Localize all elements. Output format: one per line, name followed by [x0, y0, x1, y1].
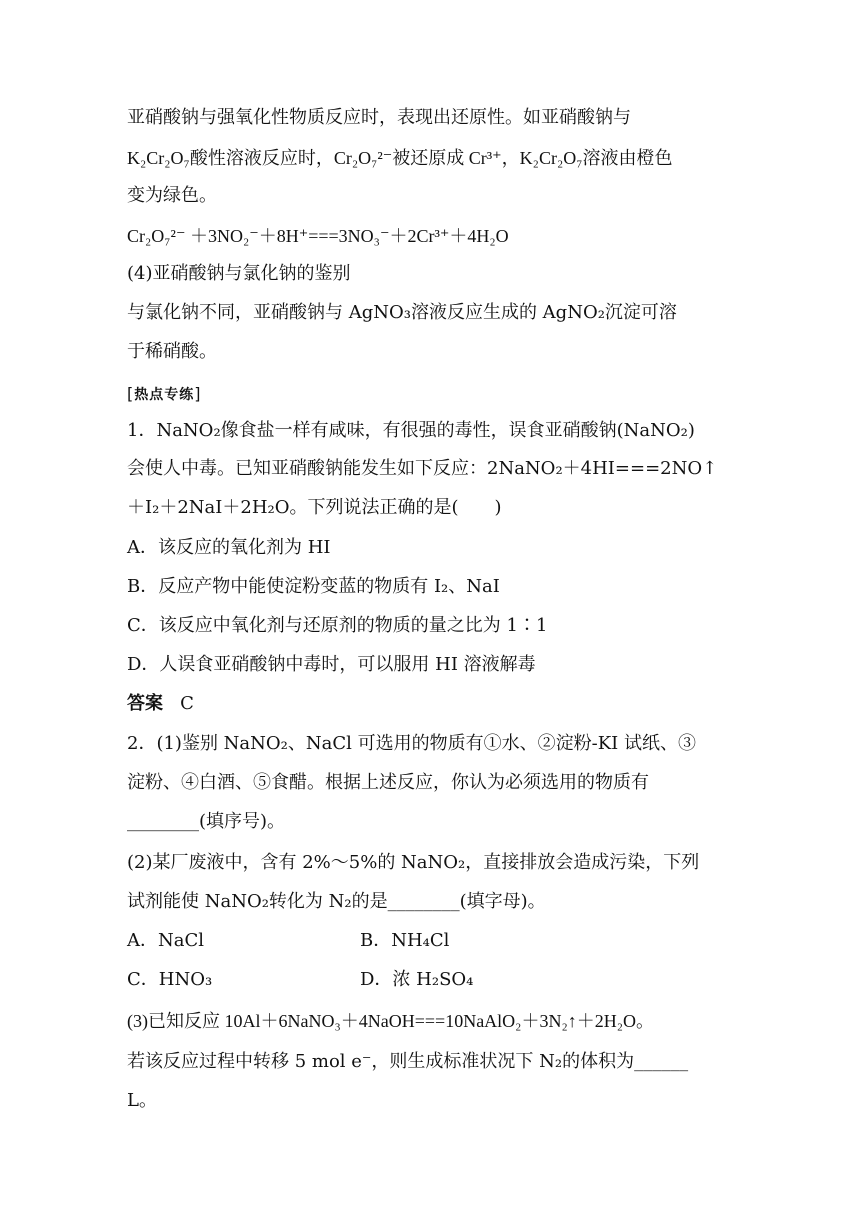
question-2-part3: 若该反应过程中转移 5 mol e⁻，则生成标准状况下 N₂的体积为______: [127, 1051, 689, 1072]
text-line: 于稀硝酸。: [127, 341, 217, 362]
subheading: (4)亚硝酸钠与氯化钠的鉴别: [127, 263, 351, 284]
answer-row: [127, 692, 739, 716]
question-1-stem: 会使人中毒。已知亚硝酸钠能发生如下反应：2NaNO₂＋4HI===2NO↑: [127, 458, 718, 479]
text-line: 变为绿色。: [127, 185, 217, 206]
question-2-stem: 2．(1)鉴别 NaNO₂、NaCl 可选用的物质有①水、②淀粉-KI 试纸、③: [127, 733, 696, 754]
option-a: A．NaCl: [127, 930, 205, 951]
text-line: 亚硝酸钠与强氧化性物质反应时，表现出还原性。如亚硝酸钠与: [127, 107, 631, 128]
text-line: K₂Cr₂O₇酸性溶液反应时，Cr₂O₇²⁻被还原成 Cr³⁺，K₂Cr₂O₇溶液由橙色: [127, 148, 673, 168]
options-row: [127, 929, 739, 953]
question-2-part3: (3)已知反应 10Al＋6NaNO₃＋4NaOH===10NaAlO₂＋3N₂↑＋2H₂O。: [127, 1011, 654, 1031]
question-1-stem: 1．NaNO₂像食盐一样有咸味，有很强的毒性，误食亚硝酸钠(NaNO₂): [127, 420, 695, 441]
option-b: B．NH₄Cl: [360, 930, 450, 951]
options-row: [127, 968, 739, 992]
option-a: A．该反应的氧化剂为 HI: [127, 537, 331, 558]
option-b: B．反应产物中能使淀粉变蓝的物质有 I₂、NaI: [127, 576, 500, 597]
question-2-part3: L。: [127, 1090, 157, 1111]
answer-label: 答案: [127, 693, 163, 714]
question-2-part2: 试剂能使 NaNO₂转化为 N₂的是________(填字母)。: [127, 891, 546, 912]
question-2-part2: (2)某厂废液中，含有 2%～5%的 NaNO₂，直接排放会造成污染，下列: [127, 852, 700, 873]
option-c: C．该反应中氧化剂与还原剂的物质的量之比为 1∶1: [127, 615, 548, 636]
option-c: C．HNO₃: [127, 969, 213, 990]
answer-value: C: [180, 693, 194, 714]
left-bracket-icon: [: [127, 384, 135, 403]
option-d: D．人误食亚硝酸钠中毒时，可以服用 HI 溶液解毒: [127, 654, 536, 675]
section-heading: [127, 384, 202, 404]
question-1-stem: ＋I₂＋2NaI＋2H₂O。下列说法正确的是( ): [127, 497, 502, 518]
right-bracket-icon: ]: [194, 384, 202, 403]
section-heading-label: 热点专练: [134, 387, 195, 403]
option-d: D．浓 H₂SO₄: [360, 969, 474, 990]
text-line: 与氯化钠不同，亚硝酸钠与 AgNO₃溶液反应生成的 AgNO₂沉淀可溶: [127, 302, 677, 323]
chemical-equation: Cr₂O₇²⁻ ＋3NO₂⁻＋8H⁺===3NO₃⁻＋2Cr³⁺＋4H₂O: [127, 226, 509, 246]
question-2-stem: 淀粉、④白酒、⑤食醋。根据上述反应，你认为必须选用的物质有: [127, 772, 649, 793]
question-2-stem: ________(填序号)。: [127, 811, 286, 832]
